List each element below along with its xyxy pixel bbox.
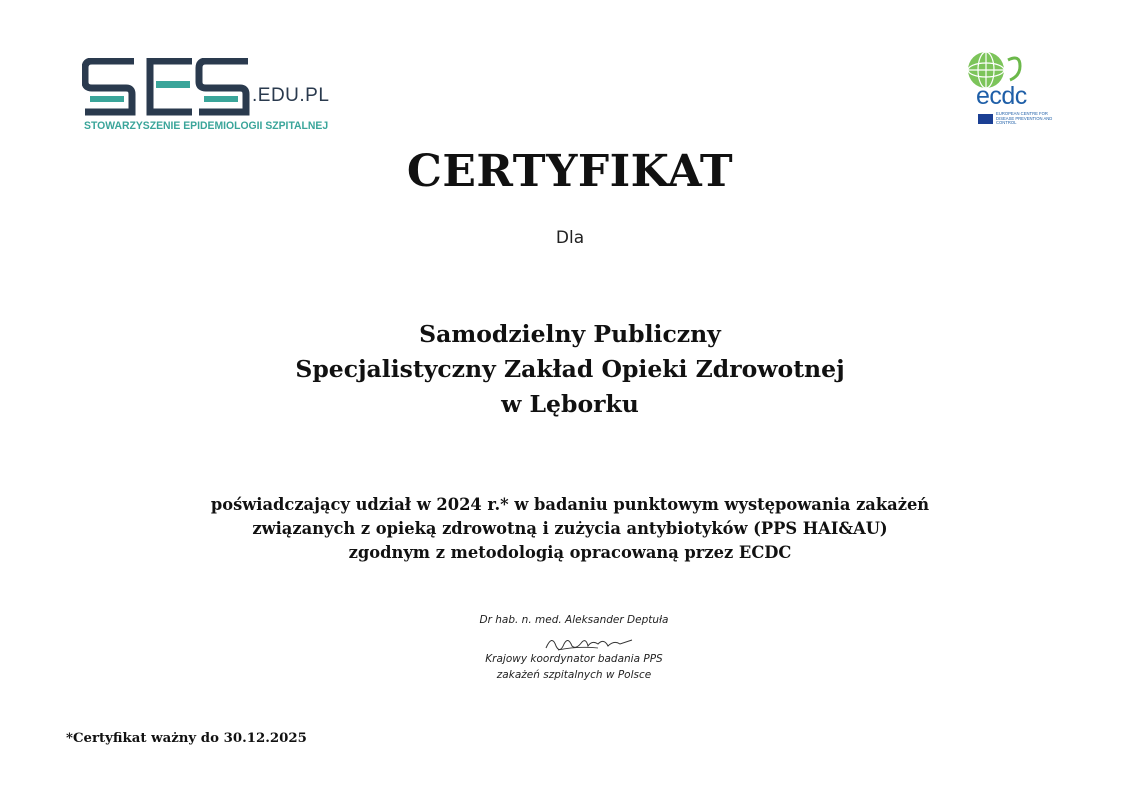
- recipient-line: Samodzielny Publiczny: [419, 320, 721, 348]
- recipient-line: Specjalistyczny Zakład Opieki Zdrowotnej: [295, 355, 845, 383]
- ses-organization-name: STOWARZYSZENIE EPIDEMIOLOGII SZPITALNEJ: [84, 120, 329, 132]
- ecdc-full-name: EUROPEAN CENTRE FOR DISEASE PREVENTION AND CONTROL: [996, 111, 1053, 126]
- recipient-line: w Lęborku: [501, 390, 639, 418]
- ecdc-wordmark: ecdc: [976, 82, 1027, 110]
- ses-logo-mark: [82, 58, 252, 116]
- signer-role-line: zakażeń szpitalnych w Polsce: [496, 669, 652, 681]
- signer-role: [0, 651, 1140, 683]
- certificate-statement: [0, 493, 1140, 565]
- recipient-name: [0, 317, 1140, 422]
- signer-name: Dr hab. n. med. Aleksander Deptuła: [479, 614, 669, 626]
- for-label: Dla: [555, 228, 585, 248]
- certificate-title: CERTYFIKAT: [406, 146, 734, 197]
- statement-line: związanych z opieką zdrowotną i zużycia antybiotyków (PPS HAI&AU): [252, 519, 888, 538]
- statement-line: zgodnym z metodologią opracowaną przez ECDC: [348, 543, 792, 562]
- validity-note: *Certyfikat ważny do 30.12.2025: [66, 731, 307, 746]
- eu-flag-icon: [978, 114, 993, 124]
- statement-line: poświadczający udział w 2024 r.* w badaniu punktowym występowania zakażeń: [210, 495, 930, 514]
- ecdc-logo: [958, 50, 1058, 130]
- ses-domain-text: .EDU.PL: [252, 85, 330, 106]
- signer-role-line: Krajowy koordynator badania PPS: [485, 653, 663, 665]
- ses-logo: [82, 58, 352, 140]
